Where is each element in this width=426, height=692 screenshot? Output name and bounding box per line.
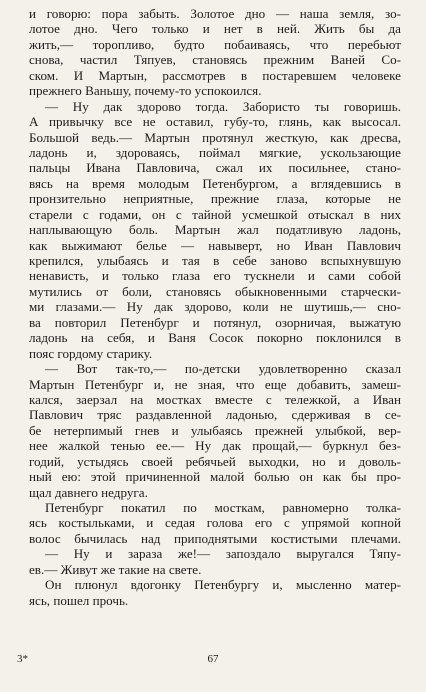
text-line: как выжимают белье — навыверт, но Иван Павлович — [29, 237, 401, 253]
text-line: Мартын Петенбург и, не зная, что еще добавить, замеш- — [29, 376, 401, 392]
text-line: Павлович тряс раздавленной ладонью, сдерживая в се- — [29, 407, 401, 423]
page-number: 67 — [207, 653, 219, 665]
text-line: щал давнего недруга. — [29, 484, 148, 500]
text-line: старели с годами, он с тайной усмешкой отыскал в них — [29, 206, 401, 222]
text-line: нее жалкой тенью ее.— Ну дак прощай,— буркнул без- — [29, 438, 401, 454]
text-line: ненависть, и только глаза его тускнели и сами собой — [29, 268, 401, 284]
text-line: ладонь и, здороваясь, поймал мягкие, ускользающие — [29, 144, 401, 160]
text-line: волос бычилась над приподнятыми костистыми плечами. — [29, 530, 401, 546]
text-line: ясь, пошел прочь. — [29, 592, 129, 608]
text-line: Он плюнул вдогонку Петенбургу и, мысленно матер- — [45, 577, 401, 593]
text-line: пояс гордому старику. — [29, 345, 153, 361]
text-line: ва повторил Петенбург и потянул, озорничая, выжатую — [29, 314, 401, 330]
text-line: ясь костыльками, и седая голова его с упрямой копной — [29, 515, 401, 531]
text-block — [29, 6, 401, 608]
text-line: ми глазами.— Ну дак здорово, коли не шутишь,— сно- — [29, 299, 401, 315]
text-line: жить,— торопливо, будто побаиваясь, что перебьют — [29, 36, 401, 52]
text-line: пронзительно неприятные, прежние глаза, которые не — [29, 191, 401, 207]
text-line: — Ну и зараза же!— запоздало выругался Тяпу- — [45, 546, 401, 562]
text-line: снова, частил Тяпуев, становясь прежним Ваней Со- — [29, 52, 401, 68]
text-line: наплывающую боль. Мартын жал податливую ладонь, — [29, 222, 401, 238]
text-line: и говорю: пора забыть. Золотое дно — наша земля, зо- — [29, 6, 401, 21]
text-line: Большой ведь.— Мартын протянул жесткую, как дресва, — [29, 129, 401, 145]
text-line: ладонь на себя, и Ваня Сосок покорно поклонился в — [29, 330, 401, 346]
text-line: ев.— Живут же такие на свете. — [29, 561, 202, 577]
text-line: Петенбург покатил по мосткам, равномерно толка- — [45, 500, 401, 515]
text-line: вясь на время молодым Петенбургом, а вглядевшись в — [29, 175, 401, 191]
text-line: годий, устыдясь своей ребячьей выходки, но и доволь- — [29, 453, 401, 469]
text-line: крепился, улыбаясь и тая в себе заново вспыхнувшую — [29, 253, 401, 268]
text-line: лотое дно. Чего только и нет в ней. Жить бы да — [29, 21, 401, 37]
text-line: — Вот так-то,— по-детски удовлетворенно сказал — [45, 361, 401, 377]
text-line: А привычку все не оставил, губу-то, глянь, как высосал. — [29, 114, 401, 130]
text-line: кался, заерзал на мостках вместе с тележкой, а Иван — [29, 391, 401, 407]
signature-mark: 3* — [17, 653, 28, 665]
text-line: ском. И Мартын, рассмотрев в постаревшем человеке — [29, 67, 401, 83]
text-line: — Ну дак здорово тогда. Забористо ты говоришь. — [45, 98, 401, 114]
text-line: мутились от боли, становясь обыкновенными старчески- — [29, 283, 401, 299]
text-line: прежнего Ваньшу, почему-то успокоился. — [29, 83, 262, 99]
text-line: бе нетерпимый гнев и улыбаясь прежней улыбкой, вер- — [29, 422, 401, 438]
text-line: ный ею: этой причиненной малой болью он как бы про- — [29, 469, 401, 485]
text-line: пальцы Ивана Павловича, сжал их посильнее, стано- — [29, 160, 401, 176]
